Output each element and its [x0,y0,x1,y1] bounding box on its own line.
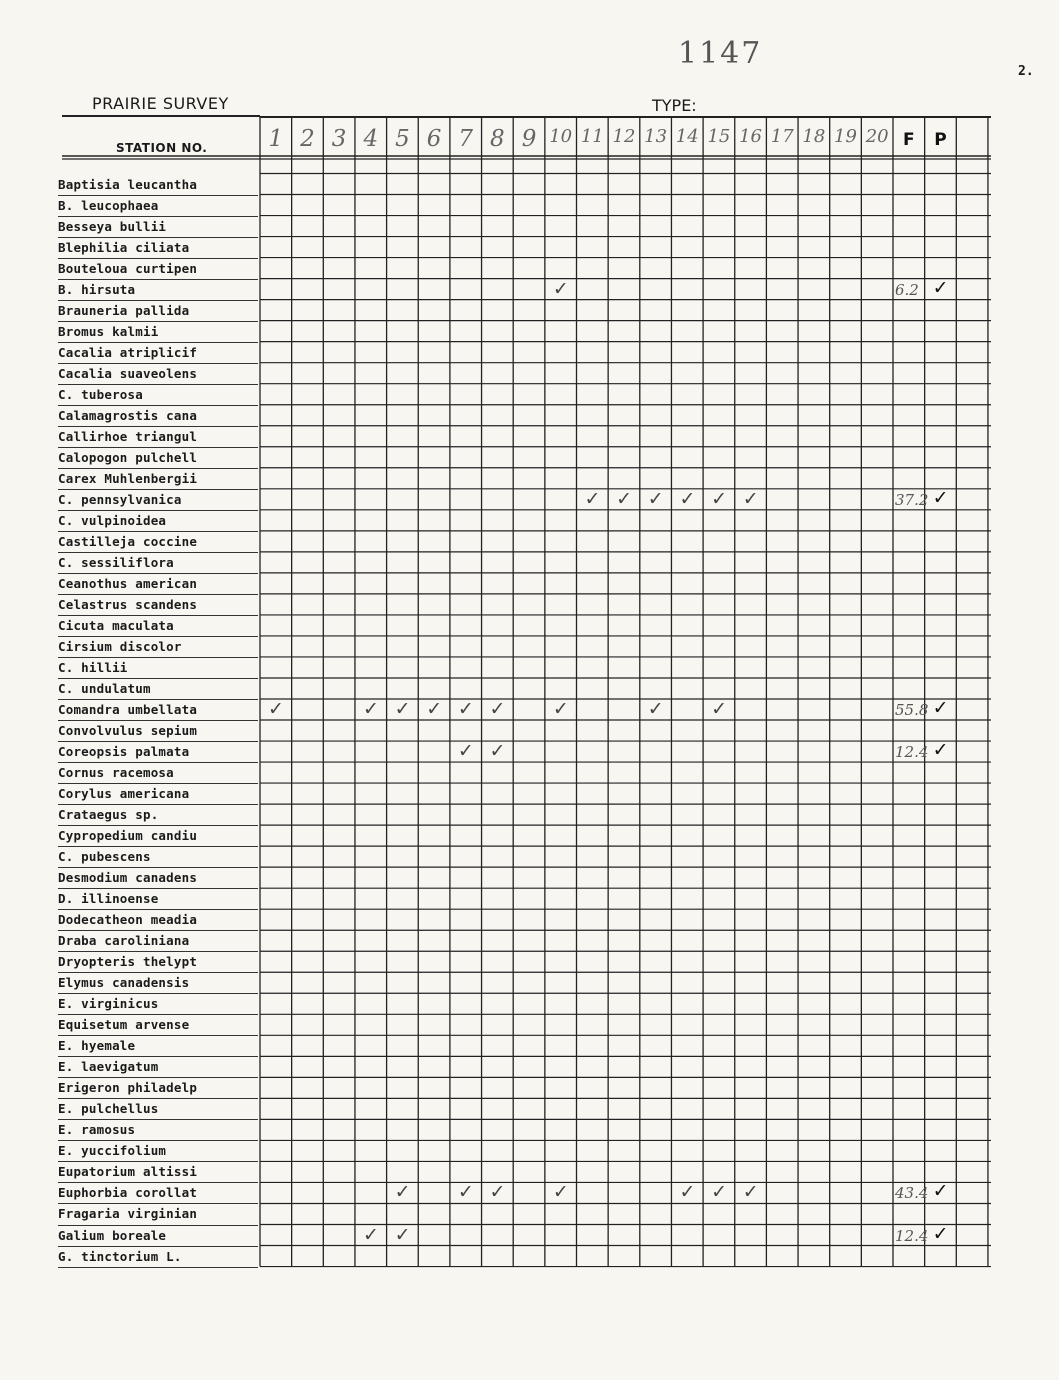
station-check-mark: ✓ [711,487,728,510]
presence-check-mark: ✓ [932,1180,949,1203]
species-underline [58,510,258,511]
station-check-mark: ✓ [489,1181,506,1204]
species-name: Cornus racemosa [58,765,174,781]
frequency-value: 43.4 [895,1184,929,1203]
species-underline [58,1140,258,1141]
species-underline [58,762,258,763]
station-check-mark: ✓ [268,698,284,720]
species-underline [58,531,258,532]
station-check-mark: ✓ [679,487,696,510]
species-name: Besseya bullii [58,218,167,234]
species-name: C. sessiliflora [58,554,174,570]
station-check-mark: ✓ [711,698,728,720]
species-name: Convolvulus sepium [58,723,198,739]
frequency-value: 6.2 [895,280,919,299]
station-column-header: 16 [739,126,763,147]
species-name: Brauneria pallida [58,302,190,318]
species-underline [58,426,258,427]
station-check-mark: ✓ [457,698,474,720]
species-name: Dodecatheon meadia [58,912,198,928]
station-column-header: 2 [300,126,315,152]
species-underline [58,888,258,889]
species-name: Desmodium canadens [58,870,198,886]
station-check-mark: ✓ [616,487,633,510]
station-column-header: 7 [458,126,474,152]
station-check-mark: ✓ [647,698,664,720]
species-underline [58,489,258,490]
species-underline [58,342,258,343]
frequency-column-header: F [903,130,915,150]
station-check-mark: ✓ [552,277,569,300]
species-name: B. hirsuta [58,281,136,297]
species-underline [58,972,258,973]
species-underline [58,195,258,196]
species-underline [58,258,258,259]
species-underline [58,867,258,868]
species-name: E. hyemale [58,1038,136,1054]
station-column-header: 4 [363,126,379,152]
species-underline [58,300,258,301]
species-name: Callirhoe triangul [58,428,198,444]
species-name: Celastrus scandens [58,596,198,612]
station-check-mark: ✓ [552,1181,569,1204]
station-check-mark: ✓ [394,1223,411,1246]
survey-title: PRAIRIE SURVEY [92,94,229,113]
station-check-mark: ✓ [742,487,759,510]
species-name: Equisetum arvense [58,1017,190,1033]
station-check-mark: ✓ [489,698,506,720]
species-underline [58,321,258,322]
species-name: D. illinoense [58,891,159,907]
species-underline [58,951,258,952]
species-underline [58,741,258,742]
species-name: Eupatorium altissi [58,1164,198,1180]
species-name: Cypropedium candiu [58,828,198,844]
frequency-value: 12.4 [895,1226,929,1245]
species-underline [58,447,258,448]
station-check-mark: ✓ [742,1181,759,1204]
species-name: Castilleja coccine [58,533,198,549]
species-underline [58,804,258,805]
species-underline [58,468,258,469]
species-name: Elymus canadensis [58,975,190,991]
station-column-header: 13 [644,126,668,147]
species-name: Carex Muhlenbergii [58,470,198,486]
species-name: C. tuberosa [58,386,143,402]
station-column-header: 6 [426,126,442,152]
species-underline [58,384,258,385]
station-check-mark: ✓ [394,1181,411,1204]
frequency-value: 12.4 [895,743,929,762]
species-name: C. undulatum [58,680,151,696]
species-underline [58,405,258,406]
station-check-mark: ✓ [457,740,474,763]
presence-column-header: P [934,130,947,150]
station-column-header: 8 [490,126,505,152]
station-column-header: 1 [268,126,284,152]
station-check-mark: ✓ [679,1181,696,1204]
page-number: 2. [1018,64,1034,79]
species-name: E. ramosus [58,1122,136,1138]
station-column-header: 17 [770,126,794,147]
station-check-mark: ✓ [362,698,379,720]
species-name: C. pubescens [58,849,151,865]
station-column-header: 12 [612,126,636,147]
station-column-header: 20 [865,126,889,147]
station-check-mark: ✓ [394,698,411,720]
species-name: E. virginicus [58,996,159,1012]
frequency-value: 55.8 [895,701,929,719]
station-check-mark: ✓ [362,1223,379,1246]
station-check-mark: ✓ [584,487,601,510]
presence-check-mark: ✓ [932,276,949,299]
species-underline [58,678,258,679]
species-name: E. pulchellus [58,1101,159,1117]
presence-check-mark: ✓ [932,739,949,762]
species-underline [58,1056,258,1057]
species-name: Draba caroliniana [58,933,190,949]
species-underline [58,993,258,994]
station-column-header: 10 [549,126,573,147]
presence-check-mark: ✓ [932,1222,949,1245]
species-name: Erigeron philadelp [58,1080,198,1096]
species-name: Galium boreale [58,1227,167,1243]
species-name: G. tinctorium L. [58,1248,182,1264]
species-underline [58,909,258,910]
species-name: Ceanothus american [58,575,198,591]
species-underline [58,720,258,721]
species-underline [58,363,258,364]
species-underline [58,783,258,784]
species-name: E. laevigatum [58,1059,159,1075]
type-label: TYPE: [652,96,697,115]
species-name: Cicuta maculata [58,617,174,633]
species-name: Calopogon pulchell [58,449,198,465]
species-underline [58,1014,258,1015]
species-underline [58,1161,258,1162]
station-column-header: 18 [802,126,826,147]
species-underline [58,615,258,616]
species-name: Cacalia suaveolens [58,365,198,381]
species-underline [58,699,258,700]
presence-check-mark: ✓ [932,697,949,719]
station-column-header: 9 [521,126,537,152]
station-number-label: STATION NO. [116,141,208,155]
species-underline [58,846,258,847]
frequency-value: 37.2 [895,490,929,509]
species-name: Bouteloua curtipen [58,260,198,276]
station-check-mark: ✓ [457,1181,474,1204]
station-check-mark: ✓ [711,1181,728,1204]
species-underline [58,552,258,553]
species-underline [58,1077,258,1078]
species-name: Cirsium discolor [58,638,182,654]
species-name: Blephilia ciliata [58,239,190,255]
species-name: Euphorbia corollat [58,1185,198,1201]
station-column-header: 15 [707,126,731,147]
species-underline [58,573,258,574]
species-name: Corylus americana [58,786,190,802]
species-underline [58,1119,258,1120]
species-name: C. vulpinoidea [58,512,167,528]
species-underline [58,216,258,217]
station-column-header: 11 [580,126,604,147]
species-name: Fragaria virginian [58,1206,198,1222]
species-name: Cacalia atriplicif [58,344,198,360]
station-column-header: 14 [675,126,699,147]
species-name: C. hillii [58,659,128,675]
species-underline [58,1035,258,1036]
station-check-mark: ✓ [489,740,506,763]
species-underline [58,636,258,637]
species-underline [58,1098,258,1099]
species-name: B. leucophaea [58,197,159,213]
species-name: C. pennsylvanica [58,491,182,507]
species-name: Coreopsis palmata [58,744,190,760]
species-underline [58,1203,258,1204]
species-underline [58,1182,258,1183]
station-check-mark: ✓ [647,487,664,510]
species-underline [58,1225,258,1226]
species-name: Baptisia leucantha [58,176,198,192]
species-name: Bromus kalmii [58,323,159,339]
species-name: E. yuccifolium [58,1143,167,1159]
species-underline [58,1246,258,1247]
station-column-header: 5 [395,126,410,152]
species-underline [58,1267,258,1268]
presence-check-mark: ✓ [932,486,949,509]
species-name: Calamagrostis cana [58,407,198,423]
species-name: Comandra umbellata [58,702,198,717]
handwritten-number: 1147 [678,36,763,71]
species-underline [58,825,258,826]
station-column-header: 19 [834,126,857,147]
station-check-mark: ✓ [552,698,569,720]
species-name: Dryopteris thelypt [58,954,198,970]
species-underline [58,657,258,658]
species-underline [58,237,258,238]
species-underline [58,279,258,280]
station-check-mark: ✓ [426,698,443,720]
station-column-header: 3 [331,126,347,152]
species-name: Crataegus sp. [58,807,159,823]
species-underline [58,930,258,931]
species-underline [58,594,258,595]
